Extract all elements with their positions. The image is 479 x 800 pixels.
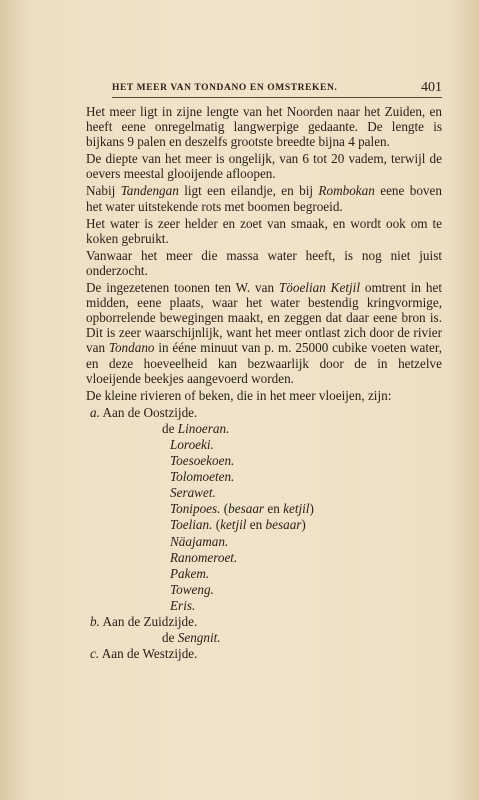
section-marker: b. bbox=[90, 614, 100, 629]
text-run: De ingezetenen toonen ten W. van bbox=[86, 280, 279, 296]
paragraph-2: De diepte van het meer is ongelijk, van 6 tot 20 vadem, terwijl de oevers meestal glooijende afloopen. bbox=[86, 151, 442, 182]
article: de bbox=[162, 630, 178, 646]
text-run: ( bbox=[212, 517, 221, 533]
section-marker: a. bbox=[90, 404, 100, 420]
page-number: 401 bbox=[421, 80, 442, 95]
list-item: Eris. bbox=[170, 597, 196, 613]
text-run: ( bbox=[220, 501, 229, 517]
list-item: Serawet. bbox=[170, 485, 216, 501]
list-item bbox=[86, 501, 442, 517]
river-name: Toelian. bbox=[170, 517, 213, 533]
article: de bbox=[162, 420, 178, 436]
list-item: Toesoekoen. bbox=[170, 453, 235, 469]
list-item: Tolomoeten. bbox=[170, 469, 235, 485]
section-a-heading bbox=[86, 405, 442, 421]
place-name: Töoelian Ketjil bbox=[278, 280, 360, 296]
text-run: en bbox=[264, 501, 284, 517]
paragraph-6 bbox=[86, 280, 442, 386]
river-note: ketjil bbox=[283, 501, 310, 517]
river-name: Linoeran. bbox=[177, 420, 230, 436]
section-label: Aan de Oostzijde. bbox=[99, 404, 198, 420]
text-run: ) bbox=[301, 517, 306, 533]
list-item bbox=[86, 421, 442, 437]
text-run: Nabij bbox=[86, 183, 121, 199]
list-item: Loroeki. bbox=[170, 436, 214, 452]
section-label: Aan de Westzijde. bbox=[99, 646, 198, 662]
page-body bbox=[86, 104, 442, 662]
river-name: Tonipoes. bbox=[170, 501, 221, 517]
header-rule bbox=[112, 97, 442, 98]
paragraph-1: Het meer ligt in zijne lengte van het Noorden naar het Zuiden, en heeft eene onregelmatig langwerpige gedaante. De lengte is bijkans 9 palen en deszelfs grootste breedte bijna 4 palen. bbox=[86, 104, 442, 150]
paragraph-4: Het water is zeer helder en zoet van smaak, en wordt ook om te koken gebruikt. bbox=[86, 215, 442, 246]
river-list bbox=[86, 405, 442, 663]
running-title: HET MEER VAN TONDANO EN OMSTREKEN. bbox=[112, 83, 338, 93]
section-c-heading bbox=[86, 646, 442, 662]
paragraph-5: Vanwaar het meer die massa water heeft, is nog niet juist onderzocht. bbox=[86, 247, 442, 278]
section-label: Aan de Zuidzijde. bbox=[99, 614, 198, 629]
paragraph-7: De kleine rivieren of beken, die in het meer vloeijen, zijn: bbox=[86, 387, 392, 403]
paragraph-3 bbox=[86, 183, 442, 213]
text-run: omtrent in het midden, eene plaats, waar het water bestendig kringvormige, opborrelende bewegingen maakt, en zeggen dat daar eene bron is. Dit is zeer waarschijnlijk, want het meer ontlast zich door de rivier van bbox=[86, 280, 443, 356]
river-name: Sengnit. bbox=[177, 630, 221, 646]
river-note: besaar bbox=[228, 501, 265, 517]
river-note: besaar bbox=[265, 517, 302, 533]
text-run: ligt een eilandje, en bij bbox=[178, 183, 319, 199]
text-run: ) bbox=[309, 501, 314, 517]
place-name: Tandengan bbox=[120, 183, 179, 199]
section-b-heading bbox=[86, 614, 442, 630]
place-name: Tondano bbox=[108, 340, 155, 356]
list-item: Toweng. bbox=[170, 581, 214, 597]
text-run: eene boven het water uitstekende rots met boomen begroeid. bbox=[86, 183, 442, 214]
list-item bbox=[86, 517, 442, 533]
list-item: Ranomeroet. bbox=[170, 549, 238, 565]
text-run: en bbox=[246, 517, 266, 533]
list-item: Näajaman. bbox=[170, 533, 229, 549]
list-item bbox=[86, 630, 442, 646]
section-marker: c. bbox=[90, 646, 100, 662]
river-note: ketjil bbox=[220, 517, 247, 533]
text-run: in ééne minuut van p. m. 25000 cubike voeten water, en deze hoeveelheid kan bezwaarlijk door de in hetzelve vloeijende beekjes aangevoerd worden. bbox=[86, 340, 443, 386]
list-item: Pakem. bbox=[170, 565, 210, 581]
place-name: Rombokan bbox=[318, 183, 375, 199]
page-header bbox=[112, 80, 442, 96]
